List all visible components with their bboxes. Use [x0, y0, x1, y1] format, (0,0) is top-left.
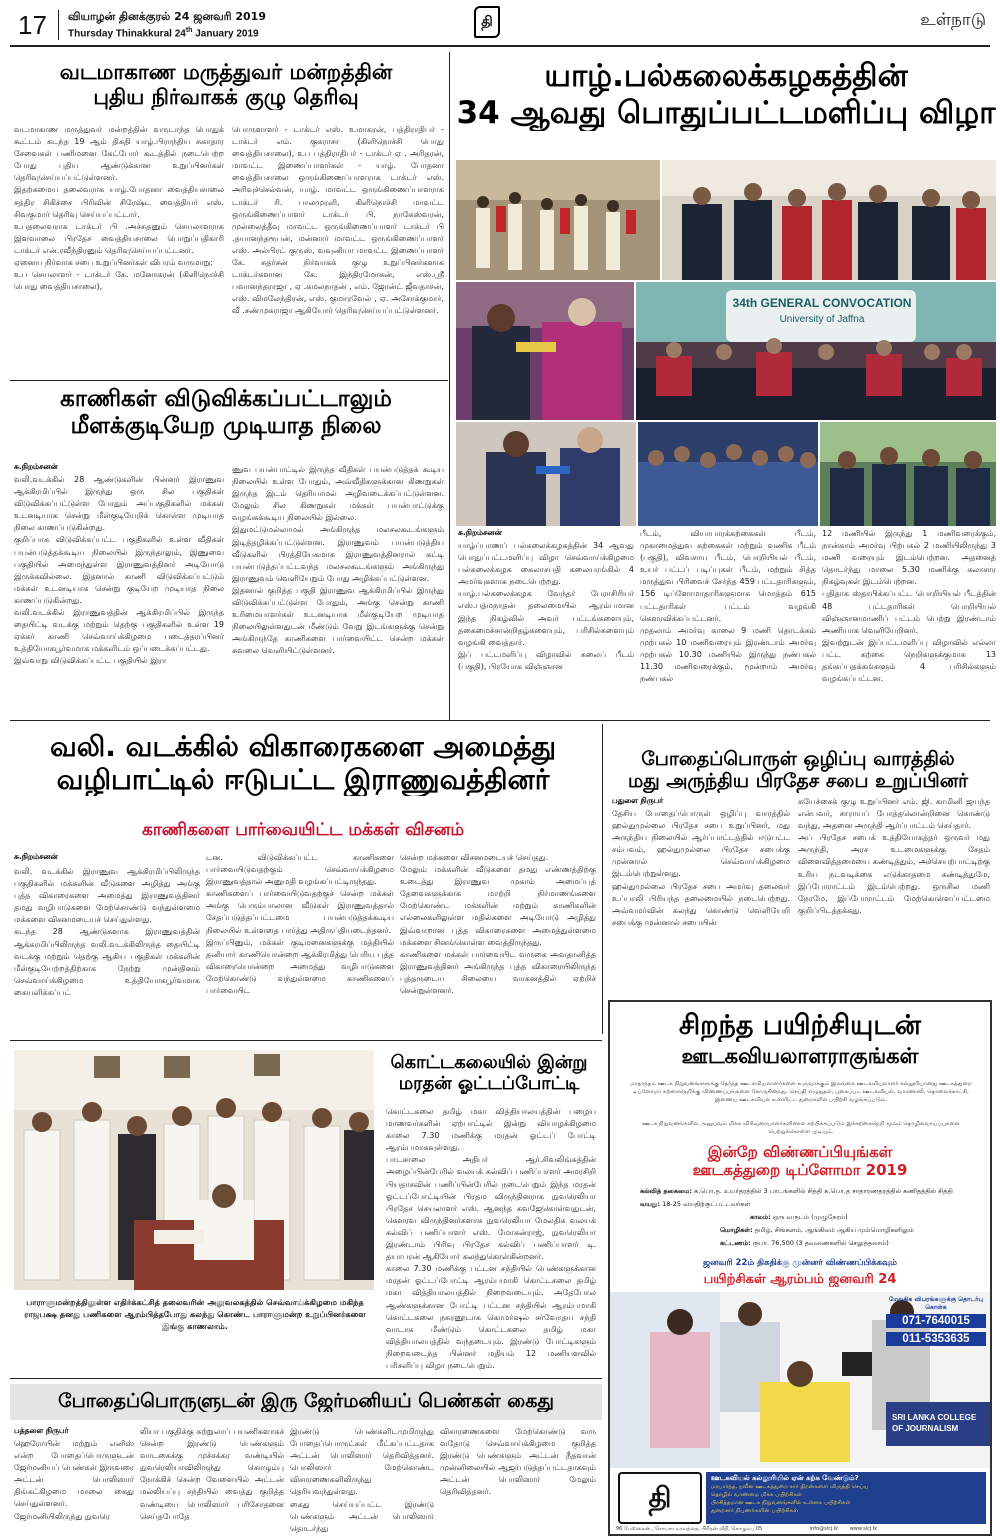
article5-column2: சுயேச்சைக் குழு உறுப்பினர் எம். ஜி. காமினி ஜயந்த என்பவர், சாராயப் போத்தலொன்றினை கொண்டு வந்து, அதனை அருந்தி ஆர்ப்பாட்டம் செய்தார். அப் பிரதேச சபைக் உத்தியோகத்தர் ஒருவர் மது அருந்தி, அரச உடமைகளுக்கு சேதம் விளைவித்தமையை கண்டித்தும், அச்செயற்பாட்டிற்கு உரிய நடவடிக்கை எடுக்காதமை கண்டித்துமே, இப்போராட்டம் இடம்பெற்றது. ஒருசில மணி நேரமே, இப்போராட்டம் மேற்கொள்ளப்பட்டமை குறிப்பிடத்தக்கது. [798, 797, 990, 915]
language-value: தமிழ், சிங்களம், ஆங்கிலம் ஆகிய மும்மொழிகளிலும் [754, 1226, 914, 1234]
article7-column1: ஹெரோயின் மற்றும் எனிஸ் என்ற போதைப்பொருளுடன் ஜேர்மனியப் பெண்கள் இருவரை அட்டன் பொலிஸார் திங்கட்கிழமை மாலை கைது செய்துள்ளனர். ஜேர்மனியிலிருந்து நுவரெ [14, 1439, 134, 1521]
advert-language-row [640, 1225, 980, 1235]
fee-value: ரூபா. 76,500 (3 தவணைகளில் செலுத்தலாம்) [752, 1239, 889, 1247]
article4-column2: டன. விடுவிக்கப்பட்ட காணிகளை பார்வையிடுவதற்கும் செவ்வாய்க்கிழமை இராணுவத்தால் அனுமதி வழங்கப்பட்டிருந்தது. காணிகளைப் பார்வையிடுவதற்குச் சென்ற மக்கள் அங்கு பெரும்பாலான வீடுகள் இராணுவத்தால் சேதப்படுத்தப்பட்டமை பயன்படுத்தக்கூடிய நிலையில் உள்ளதை பார்த்து அதிருப்தியடைந்தனர். இருப்பினும், மக்கள் குடிமனைகளுக்கு மத்தியில் தனியார் காணியொன்றை ஆக்கிரமித்து பெரிய புத்த விகாரையொன்றை அமைத்து வழிபாடுகளை மேற்கொண்டு வந்துள்ளமை காணிகளைப் பார்வையிட [206, 853, 394, 996]
qualification-label: கல்வித் தகைமை: [640, 1187, 692, 1195]
article3-column2: பீடம், வியாபாரக்கற்கைகள் பீடம், முகாமைத்துவ கற்கைகள் மற்றும் வணிக பீடம் (பகுதி), விவசாய பீடம், பொறியியல் பீடம், உயர் பட்டப் படிப்புகள் பீடம், மற்றும் சித்த மருத்துவ பிரிவைச் சேர்ந்த 459 பட்டதாரிகளும், 156 டிப்ளோமாதாரிகளுமாக மொத்தம் 615 பட்டதாரிகள் பட்டம் வழங்கி கௌரவிக்கப்பட்டனர். முதலாம் அமர்வு காலை 9 மணி தொடக்கம் முற்பகல் 10 மணிவரையும் இரண்டாம் அமர்வு முற்பகல் 10.30 மணியில் இருந்து நண்பகல் 11.30 மணிவரைக்கும், மூன்றாம் அமர்வு நண்பகல் [640, 529, 816, 684]
article4-headline [10, 730, 596, 796]
advert-fee-row [640, 1238, 980, 1248]
language-label: மொழிகள்: [720, 1226, 753, 1234]
advert-contact-label: மேலதிக விபரங்களுக்கு தொடர்பு கொள்க [888, 1296, 984, 1311]
qualification-value: க.பொ.த. உயர்தரத்தில் 3 பாடங்களில் சித்தி க.பொ.த சாதாரணதரத்தில் கணிதத்தில் சித்தி [694, 1187, 953, 1195]
convocation-photo-graduate [456, 422, 636, 526]
convocation-photo-procession [456, 160, 660, 280]
article4-column3: சென்ற மக்களை விசனமடையச் செய்தது. மேலும் மக்களின் வீடுகளை தமது எண்ணத்திற்கு உடைத்து இராணுவ முகாம் அமைப்புத் தேவைகளுக்காக மாற்றி நிர்மாணங்களை மேற்கொண்ட மக்களின் மற்றும் காணிகளின் எல்லைகளிலுள்ள மதில்களை அடியோடு அழித்து இவ்வாறான புத்த விகாரைகளை அமைத்துள்ளமை மக்களை சினங்கொள்ள வைத்திருந்தது. காணிகளை மக்கள் பார்வையிட வருகை அவதானித்த இராணுவத்தினர் அங்கிருந்த புத்த விகாரையிலிருந்த புத்தருடைய சிலையை வாகனத்தில் ஏற்றிச் சென்றுள்ளனர். [400, 853, 596, 996]
article5-headline-line2: மது அருந்திய பிரதேச சபை உறுப்பினர் [627, 770, 969, 793]
advert-bullet3: பிரசித்தமான ஊடக நிறுவனங்களில் உள்ளக பயிற்சிகள் [711, 1500, 851, 1506]
bottom-horizontal-rule [10, 1378, 602, 1379]
advert-qualification-row [640, 1186, 980, 1196]
article5-headline-line1: போதைப்பொருள் ஒழிப்பு வாரத்தில் [641, 748, 955, 770]
article4-right-rule [602, 724, 603, 1034]
newspaper-logo: தி [474, 6, 500, 38]
advert-bullet1: மரபார்ந்த, நவீன ஊடகத்துறை சார் திறன்களை விருத்தி செய்ய [711, 1484, 869, 1490]
section-name: உள்நாடு [920, 10, 986, 30]
convocation-banner-subtitle: University of Jaffna [779, 314, 865, 325]
advert-phone2: 011-5353635 [886, 1332, 986, 1346]
english-date-text: Thursday Thinakkural 24 [68, 28, 186, 40]
advert-why-line: ஊடகவியல் கல்லூரியில் ஏன் கற்க வேண்டும்? [711, 1474, 859, 1482]
article1-headline-line1: வடமாகாண மருத்துவர் மன்றத்தின் [59, 60, 393, 84]
advert-bullet4: துறைசார் நிபுணர்களின் பயிற்சிகள் [711, 1508, 799, 1514]
advert-deadline: ஜனவரி 22ம் திகதிக்கு முன்னர் விண்ணப்பிக்கவும் [703, 1258, 897, 1268]
advert-college-sign: SRI LANKA COLLEGE OF JOURNALISM [892, 1413, 977, 1433]
convocation-photo-hooding [456, 282, 634, 420]
article7-column4: விசாரணைகளை மேற்கொண்டு வரு வதோடு செவ்வாய்க்கிழமை குறித்த இரண்டு பெண்களும் அட்டன் நீதவான் முன்னிலையில் ஆஜர்படுத்தப்பட்டதாகவும் அட்டன் பொலிஸார் மேலும் தெரிவித்தனர். [440, 1427, 596, 1497]
article4-subhead: காணிகளை பார்வையிட்ட மக்கள் விசனம் [141, 820, 465, 840]
advert-start: பயிற்சிகள் ஆரம்பம் ஜனவரி 24 [703, 1272, 897, 1287]
advert-logo-block [618, 1472, 702, 1524]
page-header [0, 0, 1000, 46]
lower-horizontal-rule [10, 1040, 602, 1041]
article2-headline-line1: காணிகள் விடுவிக்கப்பட்டாலும் [60, 386, 392, 412]
parliament-photo [14, 1050, 374, 1290]
article5-headline [606, 748, 990, 793]
page-number: 17 [18, 10, 47, 40]
article4-headline-line1: வலி. வடக்கில் விகாரைகளை அமைத்து [49, 730, 557, 763]
article6-headline-line1: கொட்டகலையில் இன்று [390, 1052, 588, 1073]
advert-age-row [640, 1199, 980, 1209]
english-date-suffix: th [185, 27, 193, 34]
article3-headline-line2: 34 ஆவது பொதுப்பட்டமளிப்பு விழா [456, 94, 996, 131]
header-tamil-date: வியாழன் தினக்குரல் 24 ஜனவரி 2019 [68, 10, 266, 23]
article1-bottom-rule [10, 380, 448, 381]
advert-footer [616, 1526, 986, 1532]
advert-phone1: 071-7640015 [886, 1314, 986, 1328]
article4-byline: சு.நிறம்சனன் [14, 852, 58, 861]
article1-headline [10, 60, 442, 110]
advert-intro: மாதாந்தம் ஊடக நிறுவனங்களுக்கு தேர்ந்த ஊடகவியலாளர்களை உருவாக்கும் இலங்கை ஊடகவியலாளர் கல்லூரியானது ஊடகத்துறை டிப்ளோமா கற்கைநெறிக்கு விண்ணப்பங்களை கோருகின்றது. செய்தி எழுதுதல், புகைப்பட ஊடகவியல், வானொலி, தொலைக்காட்சி, இணைய ஊடகவியல் உள்ளிட்ட துறைகளில் பயிற்சி வழங்கப்படும். [630, 1081, 972, 1103]
article7-column3: இரண்டு பெண்களிடமுமிருந்து போதைப்பொருட்கள் மீட்கப்பட்டதாக அட்டன் பொலிஸார் தெரிவித்தனர். பொலிஸார் மேற்கொண்ட விசாரணைகளிலிருந்து தெரியவந்துள்ளது. கைது செய்யப்பட்ட இரண்டு பெண்களும் அட்டன் பொலிஸார் தொடர்ந்து [290, 1427, 434, 1533]
advert-email: info@slcj.lk [809, 1526, 839, 1532]
header-english-date [68, 27, 259, 39]
advert-bullet2: தொழில் வாண்மை மிக்க பயிற்சிகள் [711, 1492, 802, 1498]
mid-horizontal-rule [10, 720, 990, 721]
duration-label: காலம்: [750, 1213, 771, 1221]
article6-headline [384, 1052, 594, 1094]
article3-byline: சு.நிறம்சனன் [458, 528, 502, 537]
convocation-photo-group [820, 422, 996, 526]
advert-logo-mark: தி [648, 1481, 672, 1514]
article2-headline-line2: மீளக்குடியேற முடியாத நிலை [70, 413, 382, 440]
advert-apply-line2: ஊடகத்துறை டிப்ளோமா 2019 [692, 1162, 908, 1179]
article3-headline [456, 58, 996, 131]
convocation-banner-title: 34th GENERAL CONVOCATION [732, 296, 912, 310]
advert-details [640, 1186, 980, 1248]
advert-title-line1: சிறந்த பயிற்சியுடன் [679, 1010, 921, 1041]
article2-column1: வலி.வடக்கில் 28 ஆண்டுகளின் பின்னர் இராணுவ ஆக்கிரமிப்பில் இருந்து ஒரு சில பகுதிகள் விடுவிக்கப்பட்டுள்ள போதும் அப்பகுதிகளில் மக்கள் உடனடியாக சென்று மீள்குடியேறிக் கொள்ள முடியாத நிலை காணப்படுகின்றது. குறிப்பாக விடுவிக்கப்பட்ட பகுதிகளில் உள்ள வீதிகள் பயன்படுத்தக்கூடிய நிலையில் இருந்தாலும், இணுவை பகுதியில் அமைந்துள்ள இராணுவத்தினர் அடியோடு இருக்கவில்லை. இதனால் காணி விடுவிக்கப்பட்டும் மக்கள் உடனடியாக சென்று குடியேற முடியாத நிலை காணப்படுகின்றது. வலி.வடக்கில் இராணுவத்தின் ஆக்கிரமிப்பில் இருந்த தையிட்டி வடக்கு மற்றும் தெற்கு பகுதிகளில் உள்ள 19 ஏக்கர் காணி செவ்வாய்க்கிழமை படைத்தரப்பினர் உத்தியோகபூர்வமாக மக்களிடம் ஒப்படைக்கப்பட்டது. இவ்வாறு விடுவிக்கப்பட்ட பகுதியில் இரா [14, 475, 224, 666]
article2-headline [10, 386, 442, 440]
article5-byline: பதுளை நிருபர் [612, 796, 664, 805]
article3-headline-line1: யாழ்.பல்கலைக்கழகத்தின் [544, 58, 908, 94]
article1-column1: வடமாகாண மருத்துவர் மன்றத்தின் வருடாந்த பொதுக் கூட்டம் கடந்த 19 ஆம் திகதி யாழ்.பிராந்திய சுகாதார சேவைகள் பணிமனை கேட்போர் கூடத்தில் நடைபெற்ற போது புதிய ஆண்டுக்கான உறுப்பினர்கள் தெரிவுசெய்யப்பட்டுள்ளனர். இதற்கமைய தலைவராக யாழ்.போதனா வைத்தியசாலை சத்திர சிகிச்சை பிரிவின் சிரேஷ்ட வைத்தியர் எஸ். சிவகுமார் தெரிவு செய்யப்பட்டார். உபதலைவராக டாக்டர் பி .அச்சுதனும் செயலாளராக இளவாலை பிரதேச வைத்தியசாலை பொறுப்பதிகாரி டாக்டர் என்.ரவீந்திரனும் தெரிவுசெய்யப்பட்டனர். ஏனைய நிர்வாக சபை உறுப்பினர்கள் விபரம் வருமாறு: உப செயலாளர் - டாக்டர் கே. மனோகரன் (கிளிநொச்சி பொது வைத்தியசாலை), [14, 125, 224, 292]
convocation-photo-hall [636, 282, 996, 420]
age-label: வயது: [640, 1200, 661, 1208]
parliament-photo-caption: பாராளுமன்றத்திலுள்ள எதிர்க்கட்சித் தலைவரின் அலுவலகத்தில் செவ்வாய்க்கிழமை மகிந்த ராஜபக்ஷ தனது பணிகளை ஆரம்பித்தபோது கலந்து கொண்ட பாராளுமன்ற உறுப்பினர்களை இங்கு காணலாம். [24, 1297, 366, 1332]
column-divider [449, 52, 450, 720]
fee-label: கட்டணம்: [720, 1239, 751, 1247]
duration-value: ஒரு வருடம் (முழுநேரம்) [772, 1213, 848, 1221]
article2-byline: சு.நிறம்சனன் [14, 462, 58, 471]
article6-column: கொட்டகலை தமிழ் மகா வித்தியாலயத்தின் பழைய மாணவர்களின் ஏற்பாட்டில் இன்று வியாழக்கிழமை காலை 7.30 மணிக்கு மரதன் ஓட்டப் போட்டி ஆரம்பமாகவுள்ளது. பாடசாலை அதிபர் ஆர்.சிவலிங்கத்தின் அழைப்பின்பேரில் வலயக் கல்விப் பணிப்பாளர் அமரசிறி பியதாசவின் பணிப்பின்பேரில் நடைபெறும் இந்த மரதன் ஓட்டப்போட்டியின் பிரதம விருந்தினராக நுவரெலியா பிரதேச செயலாளர் எஸ். ஆனந்த சுவஜேகொள்வதுடன், கௌரவ விருந்தினர்களாக நுவரெலியா மேலதிக வலயக் கல்விப் பணிப்பாளர் எஸ். மோகன்ராஜ், நுவரெலியா இரண்டாம் பிரிவு பிரதேச கல்விப் பணிப்பாளர் டி. தயாபரன் ஆகியோர் கலந்துகொள்கின்றனர். காலை 7.30 மணிக்கு பட்டன சந்தியில் பெண்களுக்கான மரதன் ஓட்டப்போட்டி ஆரம்பமாகி கொட்டகலை தமிழ் மகா வித்தியாலயத்தில் நிறைவடையும். அதேபோல ஆண்களுக்கான போட்டி பட்டன சந்தியில் ஆரம்பமாகி கொட்டகலை நகரனூடாக கொமர்ஷல் சர்வோதய சந்தி வாடாக மீண்டும் கொட்டகலை தமிழ் மகா வித்தியாலயத்தில் வந்தடையும். இரண்டு போட்டிகளும் நிறைவடைந்த பின்னர் மதியம் 12 மணியளவில் பரிசளிப்பு விழா நடைபெறும். [386, 1107, 596, 1370]
article4-headline-line2: வழிபாட்டில் ஈடுபட்ட இராணுவத்தினர் [56, 763, 550, 797]
article4-column1: வலி. வடக்கில் இராணுவ ஆக்கிரமிப்பிலிருந்த பகுதிகளில் மக்களின் வீடுகளை அழித்து அங்கு புத்த விகாரைகளை அமைத்து இராணுவத்தினர் தமது வழிபாடுகளை மேற்கொண்டு வந்துள்ளமை மக்களை விசனமடையச் செய்துள்ளது. கடந்த 28 ஆண்டுகளாக இராணுவத்தின் ஆக்கரமிப்பிலிருந்த வலி.வடக்கிலிருந்த தையிட்டி வடக்கு மற்றும் தெற்கு ஆகிய பகுதிகள் மக்களின் மீள்குடியேற்றத்திற்காக நேற்று முன்தினம் செவ்வாய்க்கிழமை உத்தியோகபூர்வமாக கையளிக்கப்பட் [14, 867, 200, 997]
advert-address: 96 பேஸ்லைன் , சொய்சா மாவத்தை, பிரிதன் வீதி, கொழும்பு 05 [616, 1526, 763, 1532]
header-rule [10, 45, 990, 47]
english-date-rest: January 2019 [192, 28, 259, 40]
advert-apply-line1: இன்றே விண்ணப்பியுங்கள் [707, 1144, 893, 1161]
article3-column1: யாழ்ப்பாணப் பல்கலைக்கழகத்தின் 34 ஆவது பொதுப்பட்டமளிப்பு விழா செவ்வாய்க்கிழமை பல்கலைக்கழக கைலாசபதி கலையரங்கில் 4 அமர்வுகளாக நடைபெற்றது. யாழ்.பல்கலைக்கழக வேந்தர் பேராசிரியர் எஸ்.பத்மநாதன் தலைமையில் ஆரம்பமான இந்த நிகழ்வில் அவர் பட்டங்களையும், தகைமைச்சான்றிதழ்களையும், பரிசில்களையும் வழங்கி வைத்தார். இப் பட்டமளிப்பு விழாவில் கலைப் பீடம் (பகுதி), பிரயோக விஞ்ஞான [458, 541, 634, 671]
advert-training-photo [610, 1292, 990, 1468]
header-divider-vertical [58, 10, 59, 40]
article7-column2: லியா பகுதிக்கு சுற்றுலாப் பயணிகளாகச் சென்ற இரண்டு பெண்களும் வாடகைக்கு முச்சக்கர வண்டியில் நுவரெலியாவிலிருந்து கொழும்பு நோக்கிச் சென்ற வேளையில் அட்டன் மல்லியப்பு சந்தியில் வைத்து குறித்த வண்டியை பொலிஸார் பரிசோதனை செய்தபோதே [140, 1427, 284, 1521]
convocation-photo-academics [662, 160, 996, 280]
advert-why-box [706, 1472, 986, 1524]
article2-column2: ணுவ பயன்பாட்டில் இருந்த வீதிகள் பயன்படுத்தக் கூடிய நிலையில் உள்ள போதும், அவ்வீதிகளுக்கான கிணறுகள் இருந்த இடம் தெரியாமல் அழிவடைக்கப்பட்டுள்ளன. மேலும் சில கிணறுகள் மக்கள் பயன்பாட்டுக்கு வழங்கக்கூடிய நிலையில் இல்லை. இதுமட்டுமல்லாமல் அங்கிருந்த மலசலகூடங்களும் இடித்தழிக்கப்பட்டுள்ளன. இராணுவம் பயன்படுத்திய வீடுகளில் பிரத்தியேகமாக இராணுவத்தினரால் கட்டி பயன்படுத்தப்பட்டவந்த மலசலகூடங்களும் அங்கிருந்து இராணுவம் வெளியேறும் போது அழிக்கப்பட்டுள்ளன. இதனால் குறித்த பகுதி இராணுவ ஆக்கிரமிப்பில் இருந்து விடுவிக்கப்பட்டுள்ள போதும், அங்கு சென்று காணி உரிமையாளர்கள் உடனடியாக மீள்குடியேற முடியாத நிலையிலுள்ளதுடன் மீண்டும் வேறு இடங்களுக்கு சென்று அங்கிருந்தே காணிகளை பார்வையிட்ட சென்ற மக்கள் கவலை வெளியிட்டுள்ளனர். [232, 465, 444, 656]
article3-column3: 12 மணியில் இருந்து 1 மணிவரைக்கும், நான்காம் அமர்வு பிற்பகல் 2 மணியிலிருந்து 3 மணி வரையும் இடம்பெற்றன. அதனைத் தொடர்ந்து மாலை 5.30 மணிக்கு கலாசார நிகழ்வுகள் இடம்பெற்றன. புதிதாக ஸ்தாபிக்கப்பட்ட பொறியியல் பீடத்தின் 48 பட்டதாரிகள் பொறியியல் விஞ்ஞானமாணிப் பட்டம் பெற்று இரண்டாம் அணியாக வெளியேறினர். இவற்றுடன் இப்பட்டமளிப்பு விழாவில் எல்லா பட்ட கற்கை நெறிகளுக்குமாக 13 தங்கப்பதக்கங்களும் 4 பரிசில்களும் வழங்கப்பட்டன. [822, 529, 996, 684]
journalism-advert [608, 1000, 992, 1536]
article7-byline: பத்தளை நிருபர் [14, 1426, 69, 1435]
age-value: 18-25 வயதிற்குட்பட்டவர்கள் [662, 1200, 751, 1208]
advert-intro2: ஊடக நிறுவனங்களில் அனுபவம் மிக்க விரிவுரையாளர்களினால் கற்பிக்கப்படும் இக்கற்கைநெறி மூலம் தொழில்வாய்ப்புகளை பெற்றுக்கொள்ள முடியும். [642, 1121, 960, 1135]
convocation-photo-audience [638, 422, 818, 526]
article1-column2: பொருளாளர் - டாக்டர் எஸ். உமாகரன், பத்திராதிபர் - டாக்டர் எம். குகராசா (கிளிநொச்சி பொது வைத்தியசாலை), உப பத்திராதிபர் - டாக்டர் ஏ . அரிதரன், மாவட்ட இணைப்பாளர்கள் - யாழ். போதனா வைத்தியசாலை ஒருங்கிணைப்பாளராக டாக்டர் எஸ். அரிவுச்செல்வன், யாழ். மாவட்ட ஒருங்கிணைப்பாளராக டாக்டர் ரி. பாலமுரளி, கிளிநொச்சி மாவட்ட ஒருங்கிணைப்பாளர் டாக்டர் பி. நாகேஸ்வரன், முல்லைத்தீவு மாவட்ட ஒருங்கிணைப்பாளர் டாக்டர் பி .தயானந்தரூபன், மன்னார் மாவட்ட ஒருங்கிணைப்பாளர் எஸ். அல்பிரட் குருஸ், வவுனியா மாவட்ட இணைப்பாளர் கே. சுதர்சன் நிர்வாகக் குழு உறுப்பினர்களாக டாக்டர்களான கே. இந்திரமோகன், எஸ்.ஸ்ரீ பவானந்தராஜா , ஏ .கமலநாதன் , எம். ஜோன்ட் ஜீவதாசன், எஸ். விமலேந்திரன், எஸ். குமாரவேல் , ஏ. அசோக்குமார், வீ .சண்முகராஜா ஆகியோர் தெரிவுசெய்யப்பட்டுள்ளனர். [232, 125, 444, 316]
article5-column1: தேசிய போதைப்பொருள் ஒழிப்பு வாரத்தில் ஹல்துமுல்லை பிரதேச சபை உறுப்பினர், மது அருந்திய நிலையில் ஆர்ப்பாட்டத்தில் ஈடுபட்ட சம்பவம், ஹல்துமுல்லை பிரதேச சபைக்கு முன்னால் செவ்வாய்க்கிழமை இடம்பெற்றுள்ளது. ஹல்துமுல்லை பிரதேச சபை அமர்வு தலைவர் உப்பாலி பிரியந்த தலைமையில் நடைபெற்றது. அவ்வமர்வின் கலந்து கொண்டு வெளியேறி சபைக்கு முன்னால் சபையின் [612, 809, 790, 927]
article7-headline: போதைப்பொருளுடன் இரு ஜேர்மனியப் பெண்கள் கைது [58, 1390, 554, 1412]
article6-headline-line2: மரதன் ஓட்டப்போட்டி [398, 1073, 580, 1095]
advert-website: www.slcj.lk [849, 1526, 878, 1532]
advert-title-line2: ஊடகவியலாளராகுங்கள் [681, 1044, 919, 1068]
article1-headline-line2: புதிய நிர்வாகக் குழு தெரிவு [93, 84, 359, 109]
advert-duration-row [640, 1212, 980, 1222]
